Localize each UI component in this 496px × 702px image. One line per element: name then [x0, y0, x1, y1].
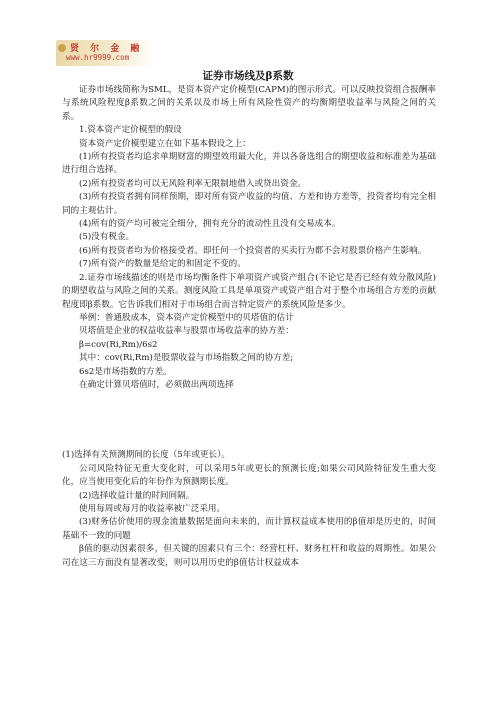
logo-name: 贤 尔 金 融	[70, 44, 144, 54]
paragraph: 公司风险特征无重大变化时，可以采用5年或更长的预测长度;如果公司风险特征发生重大变化，应当使用变化后的年份作为预测期长度。	[62, 463, 436, 488]
blank-gap	[62, 392, 436, 449]
assumption-item: (1)所有投资者均追求单期财富的期望效用最大化，并以各备选组合的期望收益和标准差为基础进行组合选择。	[62, 152, 436, 176]
choice-item: (3)财务估价使用的现金流量数据是面向未来的，而计算权益成本使用的β值却是历史的，时间基础不一致的问题	[62, 517, 436, 541]
intro-paragraph: 证券市场线简称为SML，是资本资产定价模型(CAPM)的图示形式。可以反映投资组合报酬率与系统风险程度β系数之间的关系以及市场上所有风险性资产的均衡期望收益率与风险之间的关系。	[62, 85, 436, 122]
assumption-item: (2)所有投资者均可以无风险利率无限制地借入或贷出资金。	[79, 178, 307, 189]
assumption-item: (5)没有税金。	[79, 232, 135, 243]
choice-item: (1)选择有关预测期间的长度（5年或更长）。	[62, 450, 231, 461]
logo-emblem-icon	[58, 44, 66, 52]
beta-formula: β=cov(Ri,Rm)/6s2	[79, 339, 158, 350]
paragraph: β值的驱动因素很多，但关键的因素只有三个：经营杠杆、财务杠杆和收益的周期性。如果公司在这三方面没有显著改变，则可以用历史的β值估计权益成本	[62, 544, 436, 568]
paragraph: 其中：cov(Ri,Rm)是股票收益与市场指数之间的协方差;	[79, 353, 294, 364]
paragraph: 在确定计算贝塔值时，必须做出两项选择	[79, 379, 234, 390]
assumption-item: (4)所有的资产均可被完全细分，拥有充分的流动性且没有交易成本。	[79, 219, 341, 230]
paragraph: 贝塔值是企业的权益收益率与股票市场收益率的协方差：	[79, 326, 294, 337]
paragraph: 资本资产定价模型建立在如下基本假设之上：	[79, 138, 251, 149]
assumption-item: (3)所有投资者拥有同样预期，即对所有资产收益的均值、方差和协方差等，投资者均有完全相同的主观估计。	[62, 192, 436, 216]
example-heading: 举例：普通股成本，资本资产定价模型中的贝塔值的估计	[79, 312, 294, 323]
paragraph: 使用每周或每月的收益率被广泛采用。	[79, 503, 226, 514]
company-logo	[56, 40, 156, 66]
logo-url: www.hr9999.com	[66, 53, 130, 62]
sml-description-paragraph: 2.证券市场线描述的则是市场均衡条件下单项资产或资产组合(不论它是否已经有效分散风险)的期望收益与风险之间的关系。测度风险工具是单项资产或资产组合对于整个市场组合方差的贡献程度即β系数。它告诉我们相对于市场组合而言特定资产的系统风险是多少。	[62, 272, 436, 310]
assumption-item: (6)所有投资者均为价格接受者。即任何一个投资者的买卖行为都不会对股票价格产生影响。	[79, 245, 427, 256]
assumption-item: (7)所有资产的数量是给定的和固定不变的。	[79, 259, 246, 270]
choice-item: (2)选择收益计量的时间间隔。	[79, 490, 195, 501]
paragraph: 6s2是市场指数的方差。	[79, 366, 172, 377]
section-heading-assumptions: 1.资本资产定价模型的假设	[79, 125, 182, 136]
document-body	[62, 84, 436, 570]
document-title: 证券市场线及β系数	[202, 70, 294, 82]
